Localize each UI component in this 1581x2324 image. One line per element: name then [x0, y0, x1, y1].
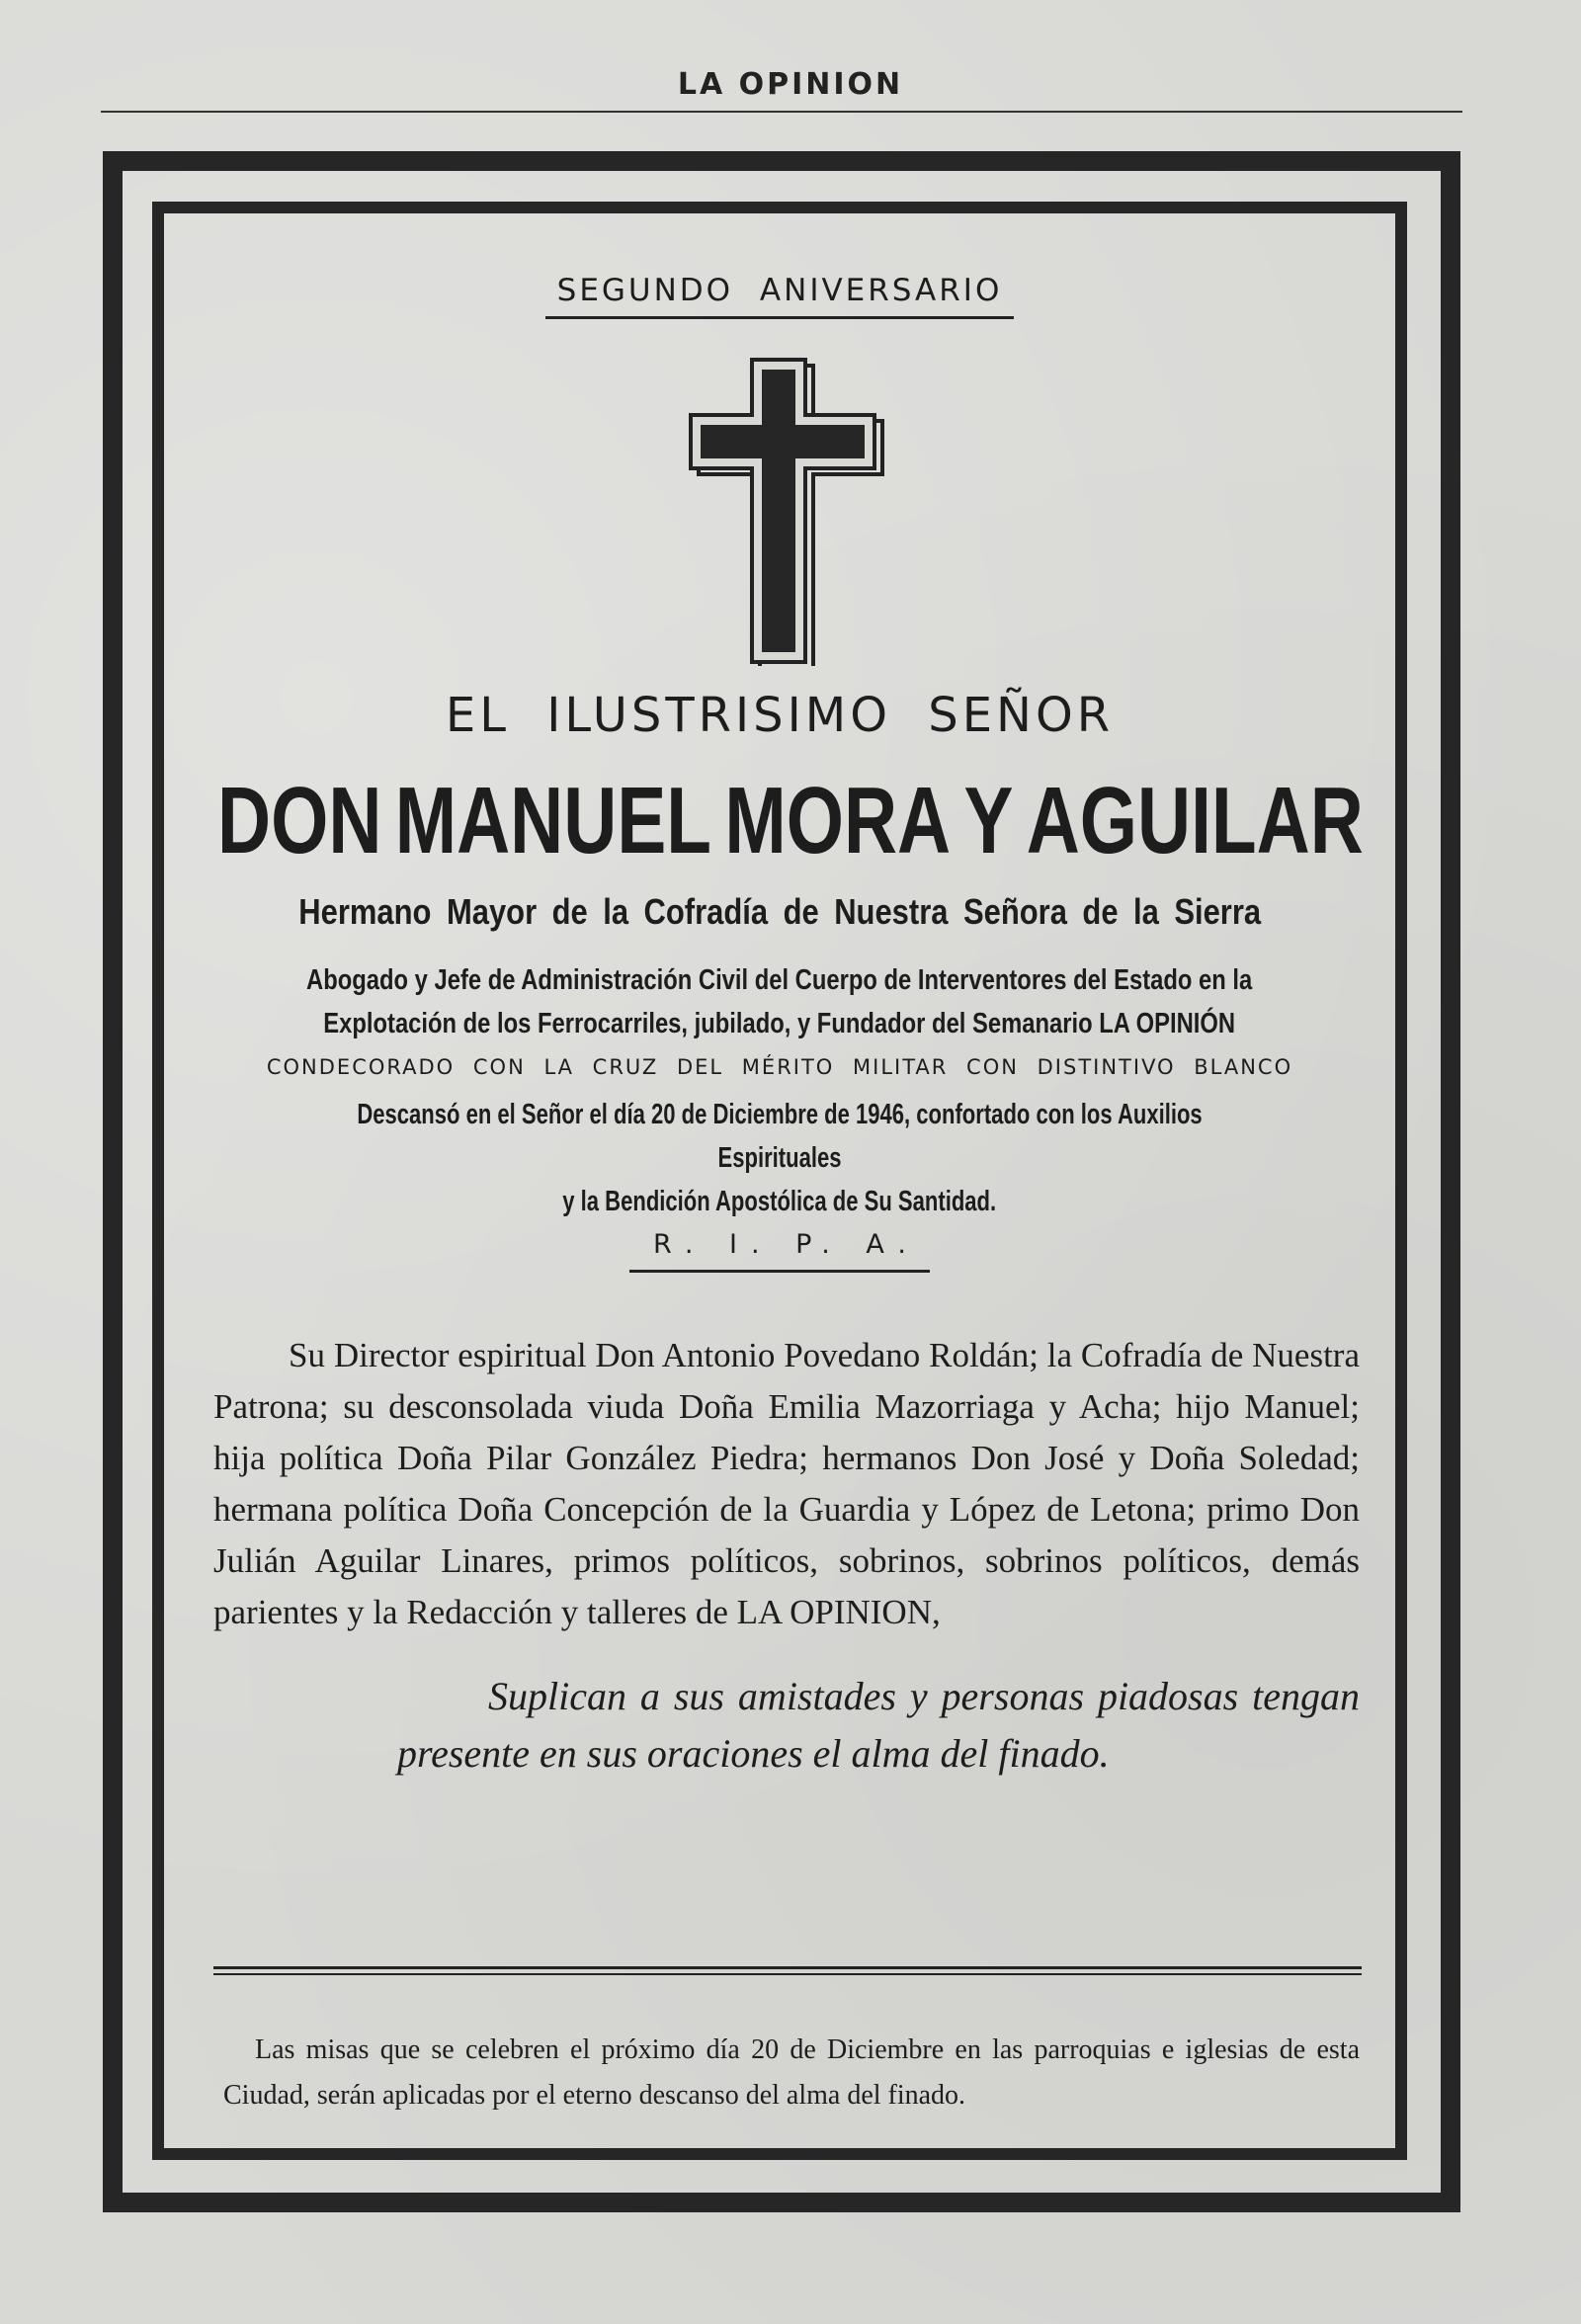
death-line-1: Descansó en el Señor el día 20 de Diciembre de 1946, confortado con los Auxilios Espirituales [357, 1099, 1203, 1174]
mourners-paragraph: Su Director espiritual Don Antonio Povedano Roldán; la Cofradía de Nuestra Patrona; su desconsolada viuda Doña Emilia Mazorriaga y Acha; hijo Manuel; hija política Doña Pilar González Piedra; hermanos Don José y Doña Soledad; hermana política Doña Concepción de la Guardia y López de Letona; primo Don Julián Aguilar Linares, primos políticos, sobrinos, sobrinos políticos, demás parientes y la Redacción y talleres de LA OPINION, [213, 1336, 1360, 1631]
separator-rule [213, 1966, 1362, 1969]
profession-line-2: Explotación de los Ferrocarriles, jubilado, y Fundador del Semanario LA OPINIÓN [323, 1008, 1236, 1039]
decoration-line: CONDECORADO CON LA CRUZ DEL MÉRITO MILITAR CON DISTINTIVO BLANCO [266, 1055, 1293, 1079]
masthead-title: LA OPINION [677, 67, 904, 102]
name-word: AGUILAR [1026, 768, 1364, 873]
latin-cross-icon [681, 348, 888, 666]
anniversary-heading: SEGUNDO ANIVERSARIO [164, 273, 1395, 319]
obituary-notice [164, 213, 1395, 2148]
separator-rule [213, 1973, 1362, 1975]
masthead-rule [101, 111, 1462, 113]
name-word: MANUEL [394, 768, 712, 873]
plea-paragraph: Suplican a sus amistades y personas piadosas tengan presente en sus oraciones el alma del finado. [397, 1674, 1360, 1776]
profession-line-1: Abogado y Jefe de Administración Civil del Cuerpo de Interventores del Estado en la [306, 964, 1253, 996]
confraternity-title: Hermano Mayor de la Cofradía de Nuestra Señora de la Sierra [298, 891, 1261, 932]
deceased-name [217, 767, 1364, 875]
name-word: Y [963, 768, 1014, 873]
masses-paragraph: Las misas que se celebren el próximo día 20 de Diciembre en las parroquias e iglesias de esta Ciudad, serán aplicadas por el eterno descanso del alma del finado. [223, 2034, 1360, 2111]
death-line-2: y la Bendición Apostólica de Su Santidad. [562, 1186, 997, 1217]
profession-lines [164, 958, 1395, 1045]
ripa-label: R. I. P. A. [164, 1229, 1395, 1273]
name-word: MORA [724, 768, 952, 873]
name-word: DON [217, 768, 382, 873]
death-lines [164, 1093, 1395, 1223]
honorific: EL ILUSTRISIMO SEÑOR [445, 688, 1115, 743]
